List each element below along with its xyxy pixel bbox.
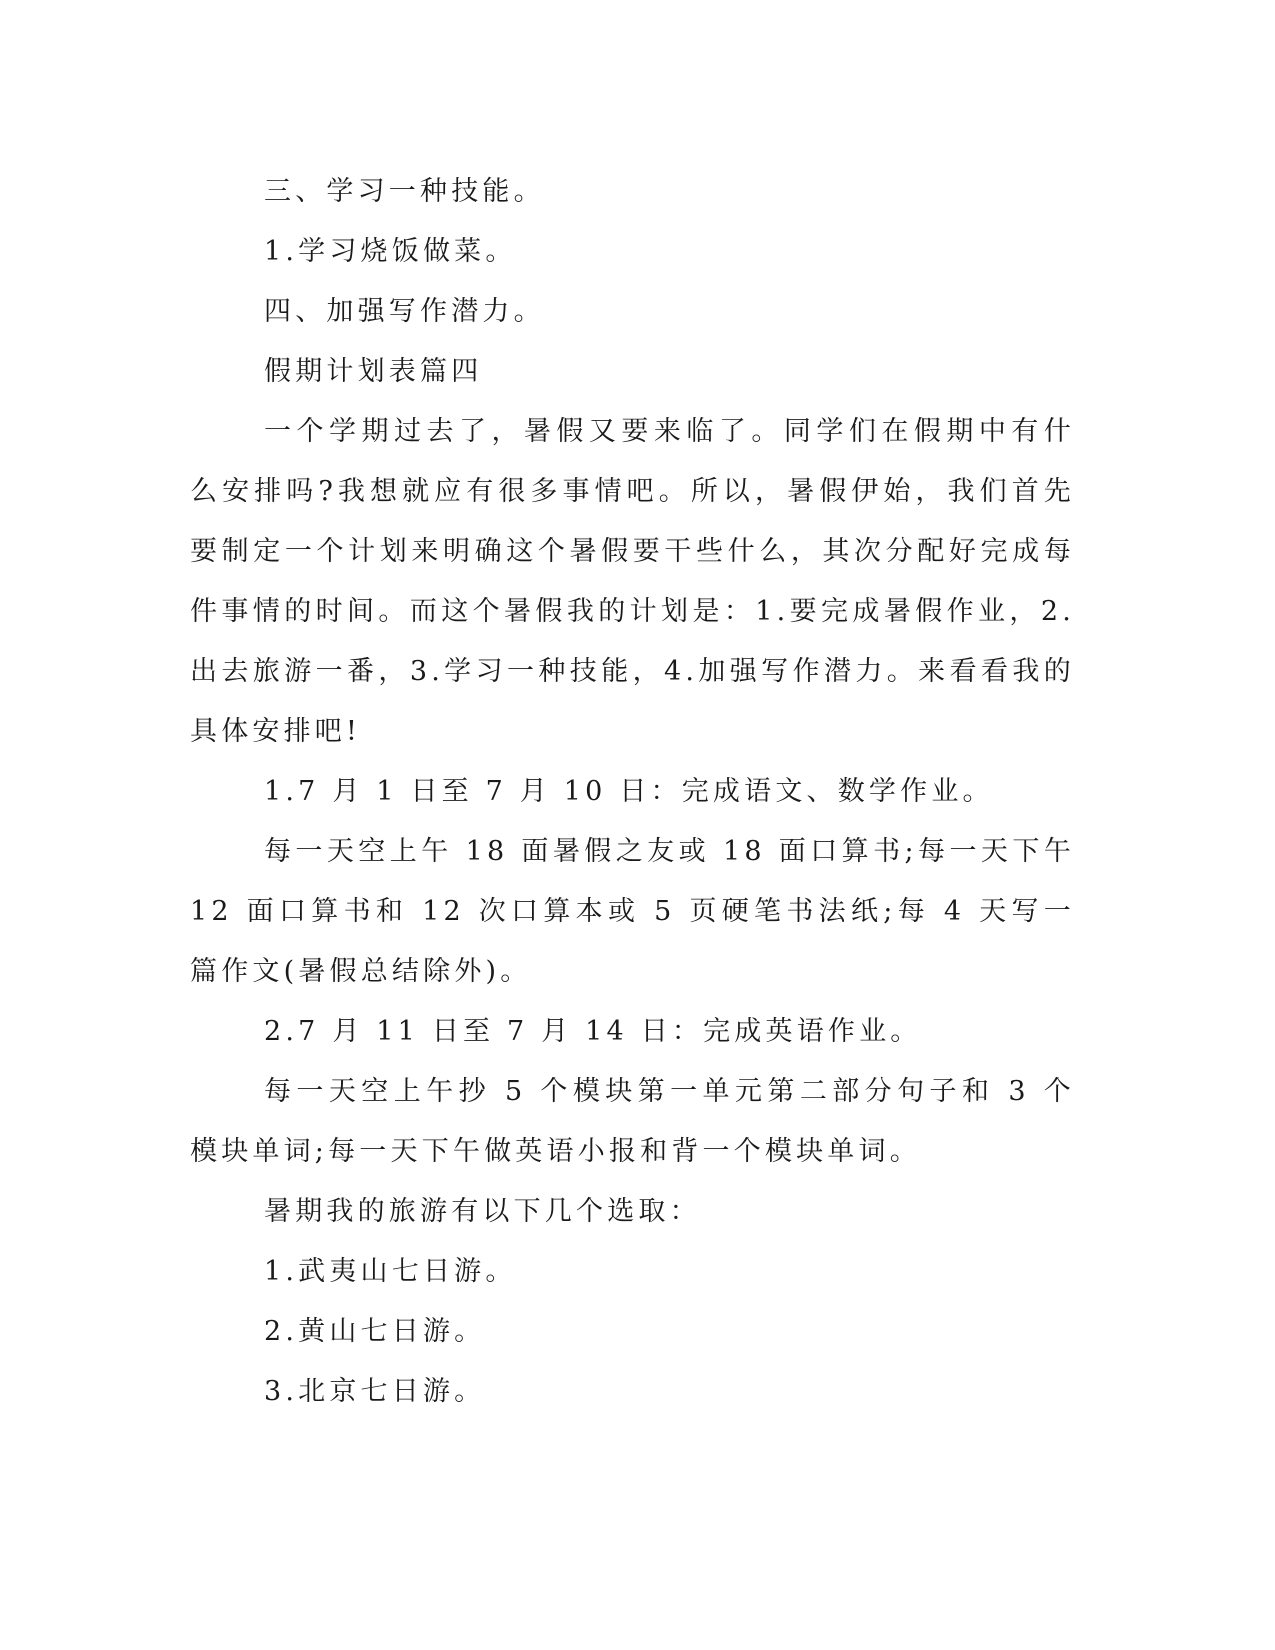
schedule-item-chinese-math: 1.7 月 1 日至 7 月 10 日：完成语文、数学作业。 (264, 776, 994, 807)
travel-option-beijing: 3.北京七日游。 (264, 1376, 486, 1407)
travel-option-huangshan: 2.黄山七日游。 (264, 1316, 486, 1347)
schedule-item-english: 2.7 月 11 日至 7 月 14 日：完成英语作业。 (264, 1016, 922, 1047)
travel-option-wuyishan: 1.武夷山七日游。 (264, 1256, 517, 1287)
document-title: 假期计划表篇四 (264, 356, 483, 387)
list-item-cooking: 1.学习烧饭做菜。 (264, 236, 517, 267)
travel-options-heading: 暑期我的旅游有以下几个选取： (264, 1196, 701, 1227)
intro-paragraph: 一个学期过去了，暑假又要来临了。同学们在假期中有什么安排吗?我想就应有很多事情吧。所以，暑假伊始，我们首先要制定一个计划来明确这个暑假要干些什么，其次分配好完成每件事情的时间。而这个暑假我的计划是：1.要完成暑假作业，2.出去旅游一番，3.学习一种技能，4.加强写作潜力。来看看我的具体安排吧! (190, 416, 1075, 747)
section-heading-skill: 三、学习一种技能。 (264, 176, 545, 207)
schedule-detail-chinese-math: 每一天空上午 18 面暑假之友或 18 面口算书;每一天下午 12 面口算书和 12 次口算本或 5 页硬笔书法纸;每 4 天写一篇作文(暑假总结除外)。 (190, 836, 1088, 987)
section-heading-writing: 四、加强写作潜力。 (264, 296, 545, 327)
schedule-detail-english: 每一天空上午抄 5 个模块第一单元第二部分句子和 3 个模块单词;每一天下午做英语小报和背一个模块单词。 (190, 1076, 1075, 1167)
document-body (190, 162, 1088, 1422)
